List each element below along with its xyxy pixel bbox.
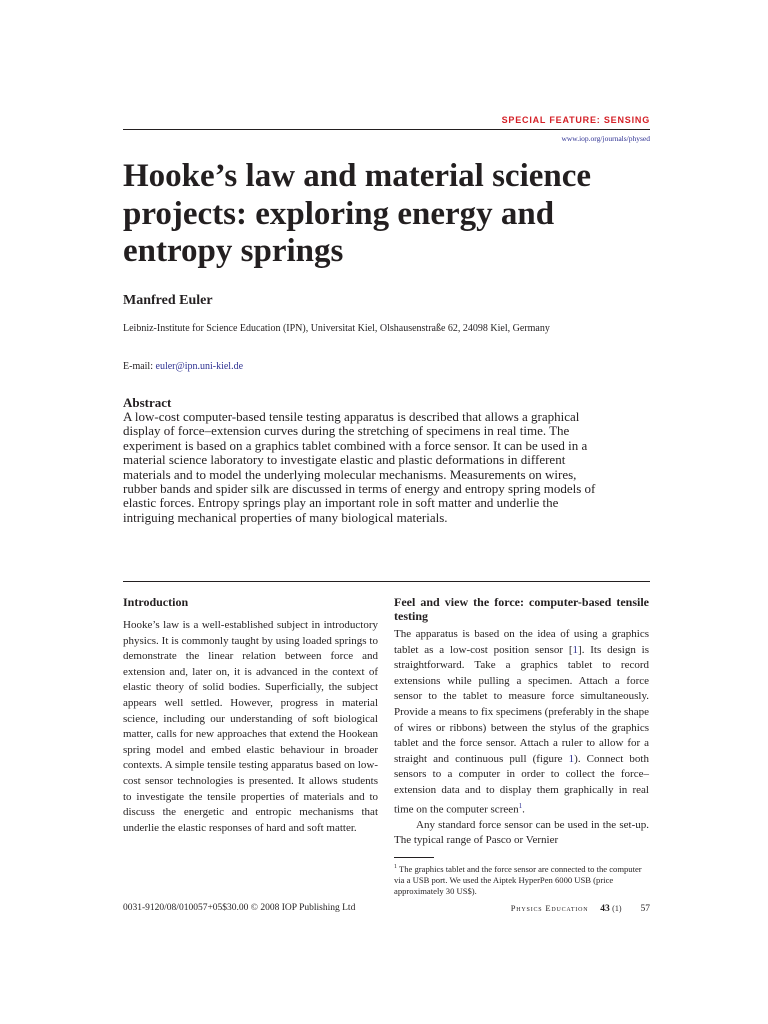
figure-link[interactable]: 1: [568, 752, 575, 765]
header-rule: [123, 129, 650, 130]
paragraph-text: ]. Its design is straightforward. Take a graphics tablet to record extensions while pulling a specimen. Attach a force sensor to the tablet to measure force simultaneously. Provide a means to fix specimens (preferably in the shape of wires or ribbons) between the stylus of the graphics tablet and the force sensor. Attach a ruler to allow for a straight and continuous pull (figure: [394, 643, 649, 765]
tensile-testing-paragraph: [394, 627, 649, 818]
article-title: Hooke’s law and material science projects: exploring energy and entropy springs: [123, 158, 592, 269]
journal-url-link[interactable]: www.iop.org/journals/physed: [561, 134, 650, 143]
author-name: Manfred Euler: [123, 293, 213, 308]
author-affiliation: Leibniz-Institute for Science Education (IPN), Universitat Kiel, Olshausenstraße 62, 24098 Kiel, Germany: [123, 323, 550, 334]
issue-number: (1): [612, 904, 622, 913]
introduction-text: Hooke’s law is a well-established subject in introductory physics. It is commonly taught by using loaded springs to demonstrate the linear relation between force and extension and, later on, it is advanced in the context of elastic theory of solid bodies. Superficially, the subject appears well settled. However, progress in material science, including our understanding of soft biological matter, calls for new approaches that extend the Hookean spring model and embed elastic behaviour in broader contexts. A simple tensile testing apparatus based on low-cost sensor technologies is presented. It allows students to investigate the tensile properties of materials and to discuss the energetic and entropic mechanisms that underlie the elastic responses of hard and soft matter.: [123, 619, 378, 834]
left-column: [123, 595, 378, 836]
force-sensor-paragraph: Any standard force sensor can be used in the set-up. The typical range of Pasco or Vernier: [394, 818, 649, 847]
email-line: [123, 361, 243, 372]
paragraph-text: The apparatus is based on the idea of using a graphics tablet as a low-cost position sensor [: [394, 628, 649, 656]
tensile-testing-heading: Feel and view the force: computer-based tensile testing: [394, 595, 649, 623]
right-column: [394, 595, 649, 849]
email-label: E-mail:: [123, 361, 153, 372]
footnote-number: 1: [394, 864, 397, 870]
section-rule: [123, 581, 650, 582]
abstract-heading: Abstract: [123, 395, 172, 410]
page-number: 57: [640, 904, 650, 914]
footnote: [394, 862, 652, 897]
paragraph-text: .: [522, 803, 525, 816]
paragraph-text: ). Connect both sensors to a computer in order to collect the force–extension data and to display them graphically in real time on the computer screen: [394, 752, 649, 816]
footnote-link[interactable]: 1: [518, 801, 523, 810]
reference-link[interactable]: 1: [572, 643, 579, 656]
special-feature-label: SPECIAL FEATURE: SENSING: [501, 115, 650, 125]
introduction-heading: Introduction: [123, 595, 189, 609]
abstract-text: A low-cost computer-based tensile testing apparatus is described that allows a graphical display of force–extension curves during the stretching of specimens in real time. The experiment is based on a graphics tablet combined with a force sensor. It can be used in a material science laboratory to investigate elastic and plastic deformations in different materials and to model the underlying molecular mechanisms. Measurements on wires, rubber bands and spider silk are discussed in terms of energy and entropy spring models of elastic forces. Entropy springs play an important role in soft matter and underlie the intriguing mechanical properties of many biological materials.: [123, 409, 596, 525]
email-link[interactable]: euler@ipn.uni-kiel.de: [155, 361, 244, 372]
volume-number: 43: [600, 904, 610, 914]
footer-copyright: 0031-9120/08/010057+05$30.00 © 2008 IOP Publishing Ltd: [123, 903, 356, 913]
footer-journal-info: [470, 903, 650, 914]
journal-name: Physics Education: [510, 903, 589, 913]
footnote-rule: [394, 857, 434, 858]
footnote-text: The graphics tablet and the force sensor are connected to the computer via a USB port. We used the Aiptek HyperPen 6000 USB (price approximately 30 US$).: [394, 863, 642, 897]
